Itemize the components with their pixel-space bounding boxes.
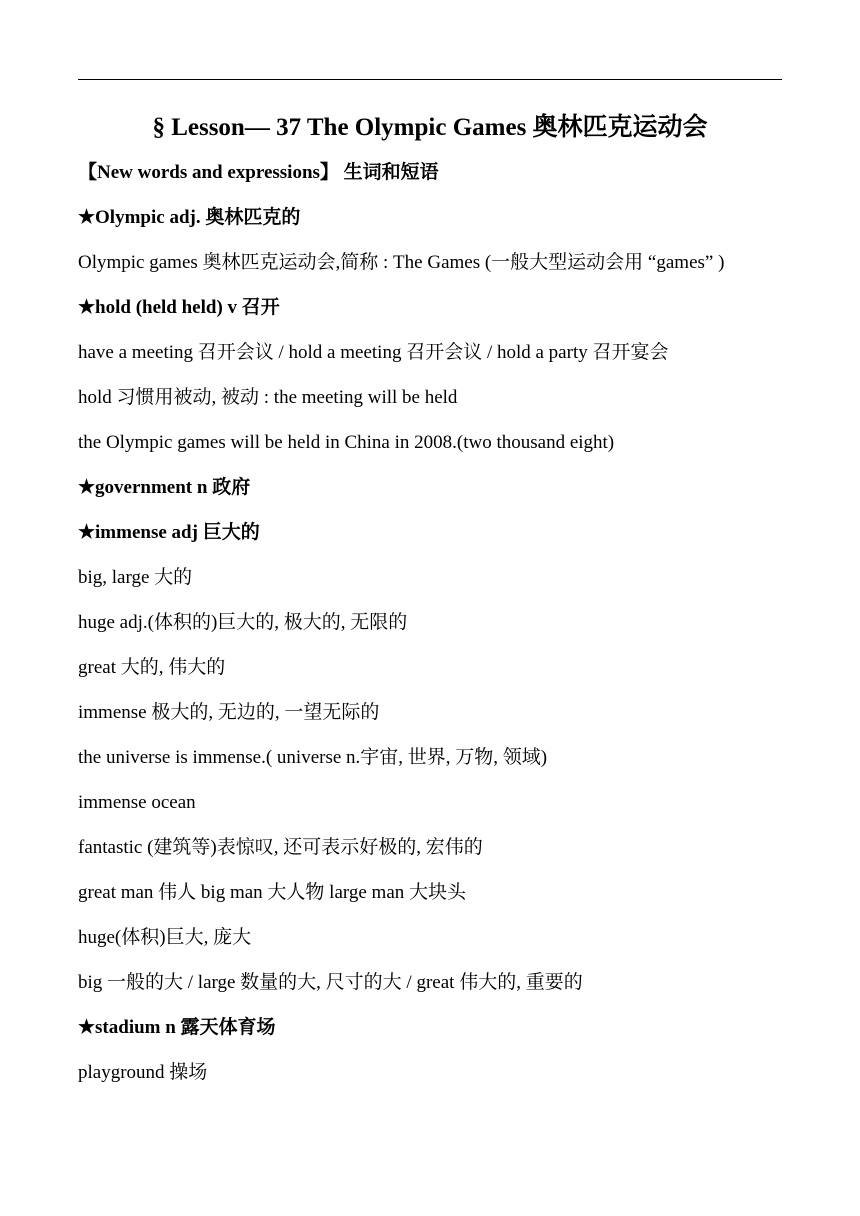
text-line: big 一般的大 / large 数量的大, 尺寸的大 / great 伟大的, 重要的 <box>78 972 583 993</box>
text-line: great man 伟人 big man 大人物 large man 大块头 <box>78 882 467 903</box>
header-rule <box>78 79 782 80</box>
text-line: the universe is immense.( universe n.宇宙, 世界, 万物, 领域) <box>78 747 548 768</box>
vocab-heading-line: ★government n 政府 <box>78 477 251 498</box>
vocab-heading-line: 【New words and expressions】 生词和短语 <box>78 162 439 183</box>
vocab-heading-line: ★Olympic adj. 奥林匹克的 <box>78 207 301 228</box>
vocab-heading-line: ★immense adj 巨大的 <box>78 522 260 543</box>
vocabulary-list <box>78 154 798 1099</box>
text-line: Olympic games 奥林匹克运动会,简称 : The Games (一般大型运动会用 “games” ) <box>78 252 725 273</box>
lesson-title: § Lesson— 37 The Olympic Games 奥林匹克运动会 <box>152 114 708 141</box>
text-line: immense ocean <box>78 792 196 813</box>
vocab-heading-line: ★stadium n 露天体育场 <box>78 1017 276 1038</box>
text-line: big, large 大的 <box>78 567 193 588</box>
text-line: huge(体积)巨大, 庞大 <box>78 927 252 948</box>
text-line: fantastic (建筑等)表惊叹, 还可表示好极的, 宏伟的 <box>78 837 483 858</box>
text-line: immense 极大的, 无边的, 一望无际的 <box>78 702 380 723</box>
vocab-heading-line: ★hold (held held) v 召开 <box>78 297 280 318</box>
text-line: have a meeting 召开会议 / hold a meeting 召开会议 / hold a party 召开宴会 <box>78 342 669 363</box>
text-line: hold 习惯用被动, 被动 : the meeting will be held <box>78 387 458 408</box>
text-line: great 大的, 伟大的 <box>78 657 226 678</box>
text-line: the Olympic games will be held in China in 2008.(two thousand eight) <box>78 432 615 453</box>
text-line: playground 操场 <box>78 1062 208 1083</box>
text-line: huge adj.(体积的)巨大的, 极大的, 无限的 <box>78 612 408 633</box>
